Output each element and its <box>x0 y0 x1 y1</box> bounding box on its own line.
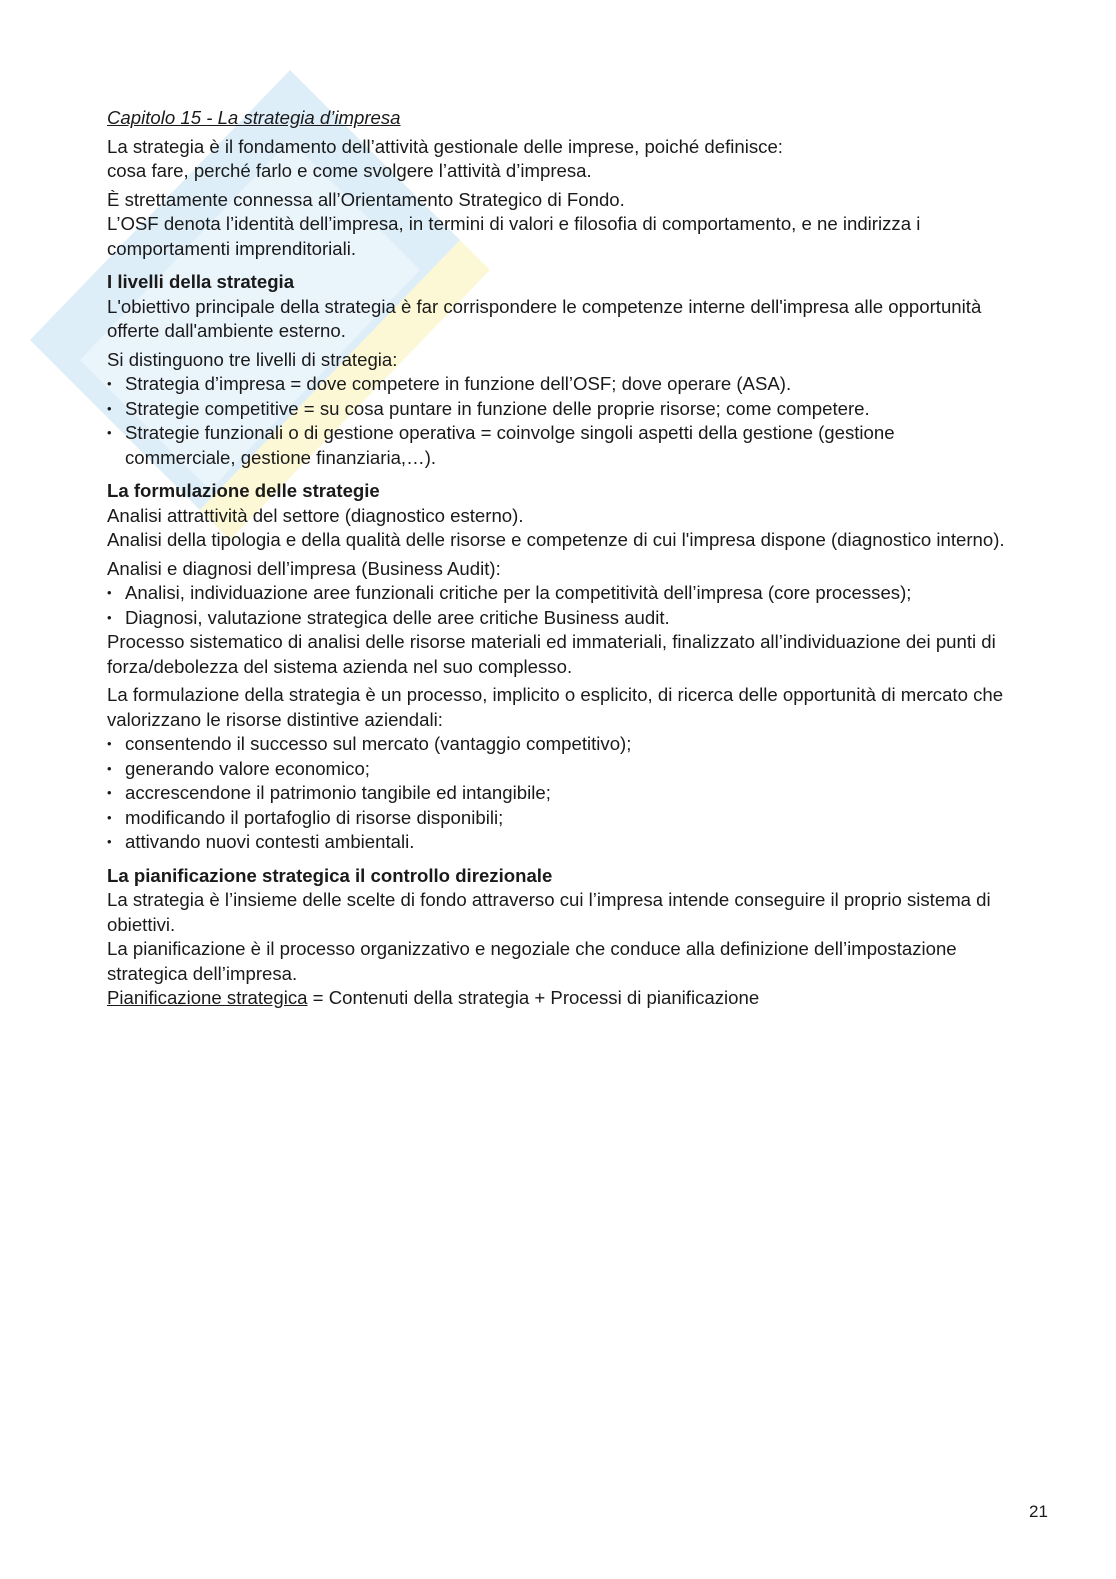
section3-line-1: La strategia è l’insieme delle scelte di fondo attraverso cui l’impresa intende conseguire il proprio sistema di obiettivi. <box>107 889 991 935</box>
document-page <box>107 106 1007 1011</box>
list-item: • attivando nuovi contesti ambientali. <box>107 830 1007 855</box>
page-number: 21 <box>1029 1502 1048 1521</box>
list-item: • Strategia d’impresa = dove competere in funzione dell’OSF; dove operare (ASA). <box>107 372 1007 397</box>
section2-list <box>107 581 1007 630</box>
section2-lead: Analisi e diagnosi dell’impresa (Business Audit): <box>107 557 501 579</box>
section1-list <box>107 372 1007 470</box>
list-item: • Strategie funzionali o di gestione operativa = coinvolge singoli aspetti della gestione (gestione commerciale, gestione finanziaria,…). <box>107 421 1007 470</box>
formula-rest: = Contenuti della strategia + Processi di pianificazione <box>307 987 760 1008</box>
section2-list-2 <box>107 732 1007 855</box>
intro-line-3: È strettamente connessa all’Orientamento Strategico di Fondo. <box>107 188 625 210</box>
intro-line-2: cosa fare, perché farlo e come svolgere l’attività d’impresa. <box>107 160 592 181</box>
section-heading-livelli: I livelli della strategia <box>107 271 295 292</box>
section2-process: Processo sistematico di analisi delle risorse materiali ed immateriali, finalizzato all’individuazione dei punti di forza/debolezza del sistema azienda nel suo complesso. <box>107 631 996 677</box>
list-item: • Diagnosi, valutazione strategica delle aree critiche Business audit. <box>107 606 1007 631</box>
list-item: • consentendo il successo sul mercato (vantaggio competitivo); <box>107 732 1007 757</box>
intro-line-4: L’OSF denota l’identità dell’impresa, in termini di valori e filosofia di comportamento, e ne indirizza i comportamenti imprenditoriali. <box>107 213 921 259</box>
list-item: • Analisi, individuazione aree funzionali critiche per la competitività dell’impresa (core processes); <box>107 581 1007 606</box>
section3-line-2: La pianificazione è il processo organizzativo e negoziale che conduce alla definizione dell’impostazione strategica dell’impresa. <box>107 938 957 984</box>
intro-line-1: La strategia è il fondamento dell’attività gestionale delle imprese, poiché definisce: <box>107 135 783 157</box>
section2-line-1: Analisi attrattività del settore (diagnostico esterno). <box>107 504 524 526</box>
section2-line-2: Analisi della tipologia e della qualità delle risorse e competenze di cui l'impresa dispone (diagnostico interno). <box>107 529 1005 550</box>
section1-lead: Si distinguono tre livelli di strategia: <box>107 348 398 370</box>
list-item: • modificando il portafoglio di risorse disponibili; <box>107 806 1007 831</box>
section2-formulation: La formulazione della strategia è un processo, implicito o esplicito, di ricerca delle opportunità di mercato che valorizzano le risorse distintive aziendali: <box>107 684 1004 730</box>
chapter-title: Capitolo 15 - La strategia d’impresa <box>107 107 401 128</box>
section-heading-pianificazione: La pianificazione strategica il controllo direzionale <box>107 864 553 886</box>
list-item: • Strategie competitive = su cosa puntare in funzione delle proprie risorse; come competere. <box>107 397 1007 422</box>
section-heading-formulazione: La formulazione delle strategie <box>107 480 380 501</box>
formula-term: Pianificazione strategica <box>107 987 308 1008</box>
section1-paragraph: L'obiettivo principale della strategia è far corrispondere le competenze interne dell'impresa alle opportunità offerte dall'ambiente esterno. <box>107 295 982 341</box>
list-item: • generando valore economico; <box>107 757 1007 782</box>
section3-formula <box>107 986 1007 1011</box>
list-item: • accrescendone il patrimonio tangibile ed intangibile; <box>107 781 1007 806</box>
